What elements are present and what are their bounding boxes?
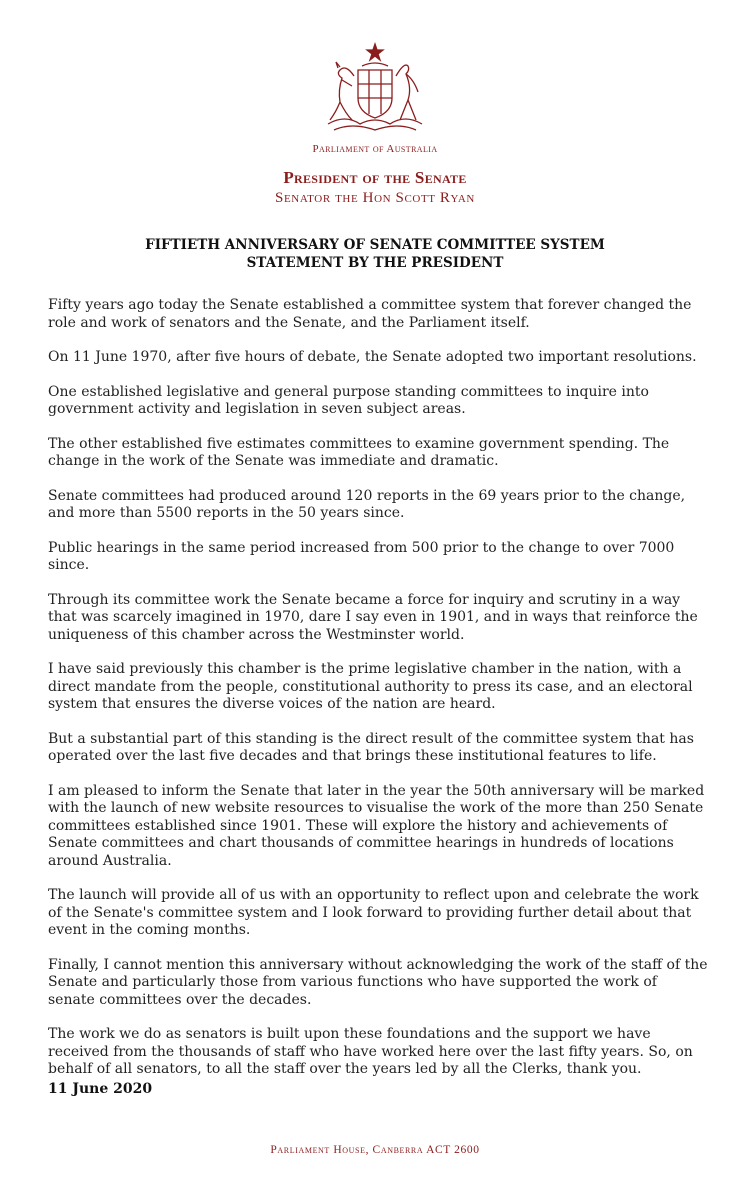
senator-name: Senator the Hon Scott Ryan: [275, 190, 475, 206]
paragraph: Finally, I cannot mention this anniversary without acknowledging the work of the staff of the Senate and particularly those from various functions who have supported the work of senate committees over the decades.: [48, 956, 708, 1008]
paragraph: The launch will provide all of us with an opportunity to reflect upon and celebrate the work of the Senate's committee system and I look forward to providing further detail about that event in the coming months.: [48, 887, 699, 938]
paragraph: Through its committee work the Senate became a force for inquiry and scrutiny in a way that was scarcely imagined in 1970, dare I say even in 1901, and in ways that reinforce the uniqueness of this chamber across the Westminster world.: [48, 591, 698, 643]
office-title: President of the Senate: [283, 168, 467, 187]
paragraph: The other established five estimates committees to examine government spending. The change in the work of the Senate was immediate and dramatic.: [48, 435, 670, 469]
paragraph: I am pleased to inform the Senate that later in the year the 50th anniversary will be marked with the launch of new website resources to visualise the work of the more than 250 Senate committees established since 1901. These will explore the history and achievements of Senate committees and chart thousands of committee hearings in hundreds of locations around Australia.: [48, 782, 705, 869]
statement-body: [48, 297, 708, 1096]
paragraph: I have said previously this chamber is the prime legislative chamber in the nation, with a direct mandate from the people, constitutional authority to press its case, and an electoral system that ensures the diverse voices of the nation are heard.: [48, 661, 693, 712]
statement-subtitle: STATEMENT BY THE PRESIDENT: [246, 255, 504, 271]
paragraph: But a substantial part of this standing is the direct result of the committee system that has operated over the last five decades and that brings these institutional features to life.: [48, 730, 694, 764]
parliament-label: Parliament of Australia: [312, 143, 438, 155]
footer-address: Parliament House, Canberra ACT 2600: [270, 1144, 480, 1156]
paragraph: One established legislative and general purpose standing committees to inquire into government activity and legislation in seven subject areas.: [48, 383, 649, 417]
paragraph: On 11 June 1970, after five hours of debate, the Senate adopted two important resolutions.: [48, 349, 697, 365]
paragraph: The work we do as senators is built upon these foundations and the support we have received from the thousands of staff who have worked here over the last fifty years. So, on behalf of all senators, to all the staff over the years led by all the Clerks, thank you.: [48, 1026, 693, 1077]
paragraph: Fifty years ago today the Senate established a committee system that forever changed the role and work of senators and the Senate, and the Parliament itself.: [48, 297, 692, 331]
coat-of-arms-icon: [300, 40, 450, 136]
statement-date: 11 June 2020: [48, 1081, 153, 1097]
paragraph: Public hearings in the same period increased from 500 prior to the change to over 7000 since.: [48, 539, 675, 573]
statement-title: FIFTIETH ANNIVERSARY OF SENATE COMMITTEE SYSTEM: [145, 237, 605, 253]
paragraph: Senate committees had produced around 120 reports in the 69 years prior to the change, and more than 5500 reports in the 50 years since.: [48, 487, 686, 521]
